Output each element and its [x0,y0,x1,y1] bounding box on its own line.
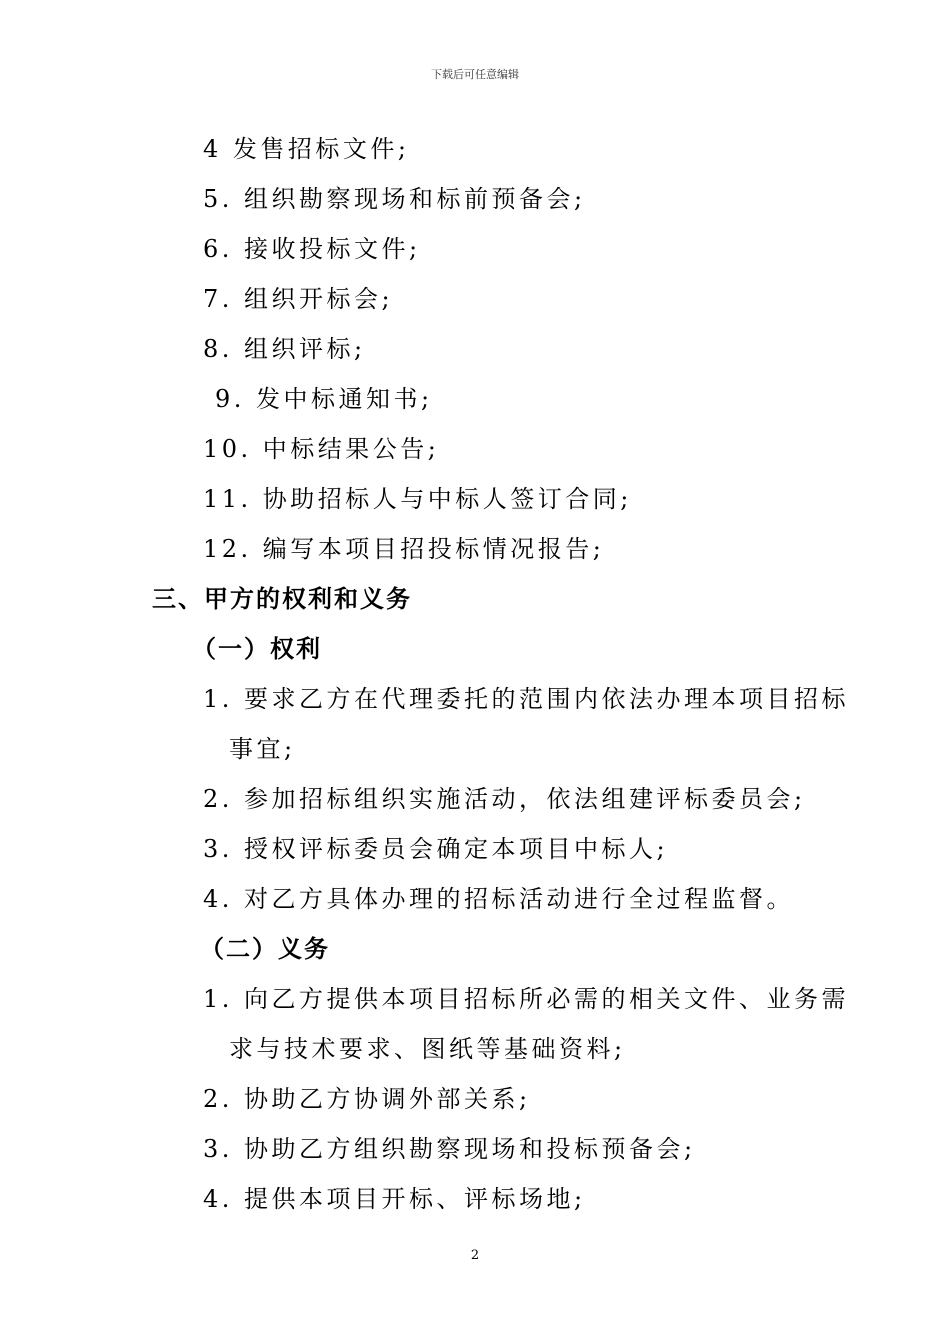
list-item-continuation: 求与技术要求、图纸等基础资料; [229,1035,626,1063]
list-item: 8. 组织评标; [203,335,366,363]
page-header: 下载后可任意编辑 [431,68,519,81]
list-item-continuation: 事宜; [229,735,296,763]
list-item: 6. 接收投标文件; [203,235,421,263]
list-item: 4 发售招标文件; [203,135,410,163]
list-item: 9. 发中标通知书; [215,385,433,413]
section-heading: 三、甲方的权利和义务 [152,585,412,613]
list-item: 7. 组织开标会; [203,285,394,313]
list-item: 11. 协助招标人与中标人签订合同; [203,485,632,513]
list-item: 4. 对乙方具体办理的招标活动进行全过程监督。 [203,885,795,913]
list-item: 1. 向乙方提供本项目招标所必需的相关文件、业务需 [203,985,850,1013]
list-item: 12. 编写本项目招投标情况报告; [203,535,605,563]
subsection-heading: （一）权利 [192,635,322,663]
list-item: 2. 协助乙方协调外部关系; [203,1085,531,1113]
page-number: 2 [470,1248,480,1263]
list-item: 1. 要求乙方在代理委托的范围内依法办理本项目招标 [203,685,850,713]
list-item: 3. 协助乙方组织勘察现场和投标预备会; [203,1135,696,1163]
list-item: 5. 组织勘察现场和标前预备会; [203,185,586,213]
list-item: 3. 授权评标委员会确定本项目中标人; [203,835,669,863]
list-item: 10. 中标结果公告; [203,435,440,463]
subsection-heading: （二）义务 [200,935,330,963]
list-item: 2. 参加招标组织实施活动，依法组建评标委员会; [203,785,806,813]
list-item: 4. 提供本项目开标、评标场地; [203,1185,586,1213]
